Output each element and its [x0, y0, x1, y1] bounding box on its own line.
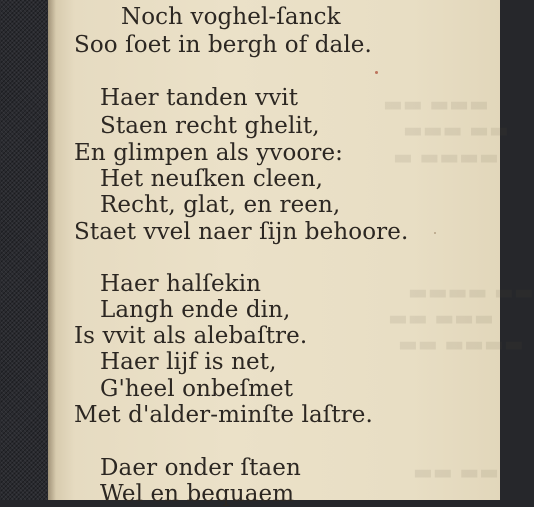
paper-speck [375, 71, 378, 74]
poem-line: Staet vvel naer ſijn behoore. [74, 219, 409, 245]
poem-line: Noch voghel-ſanck [121, 4, 341, 30]
poem-line: Met d'alder-minſte laſtre. [74, 402, 373, 428]
poem-line: En glimpen als yvoore: [74, 140, 344, 166]
show-through-text: ▬▬ ▬▬ [413, 460, 500, 484]
poem-line: Wel en bequaem [100, 481, 295, 507]
poem-line: Daer onder ſtaen [100, 455, 301, 481]
book-page [48, 0, 534, 507]
poem-line: Langh ende din, [100, 297, 291, 323]
show-through-text: ▬▬▬▬ ▬▬ [398, 332, 524, 356]
paper-speck [434, 232, 436, 234]
poem-line: Is vvit als alebaſtre. [74, 323, 308, 349]
show-through-text: ▬▬▬ ▬▬ [383, 92, 489, 116]
poem-line: Haer lijf is net, [100, 349, 277, 375]
poem-line: Haer halſekin [100, 271, 262, 297]
show-through-text: ▬▬▬ ▬▬ [388, 306, 494, 330]
show-through-text: ▬▬▬▬ ▬ [393, 145, 499, 169]
poem-line: G'heel onbeſmet [100, 376, 294, 402]
show-through-text: ▬▬ ▬▬▬▬ [408, 280, 534, 304]
show-through-text: ▬▬ ▬▬▬ [403, 118, 509, 142]
poem-line: Haer tanden vvit [100, 85, 299, 111]
poem-line: Soo ſoet in bergh of dale. [74, 32, 372, 58]
book-binding-cloth [0, 0, 49, 500]
poem-line: Staen recht ghelit, [100, 113, 320, 139]
poem-line: Recht, glat, en reen, [100, 192, 341, 218]
poem-line: Het neuſken cleen, [100, 166, 324, 192]
